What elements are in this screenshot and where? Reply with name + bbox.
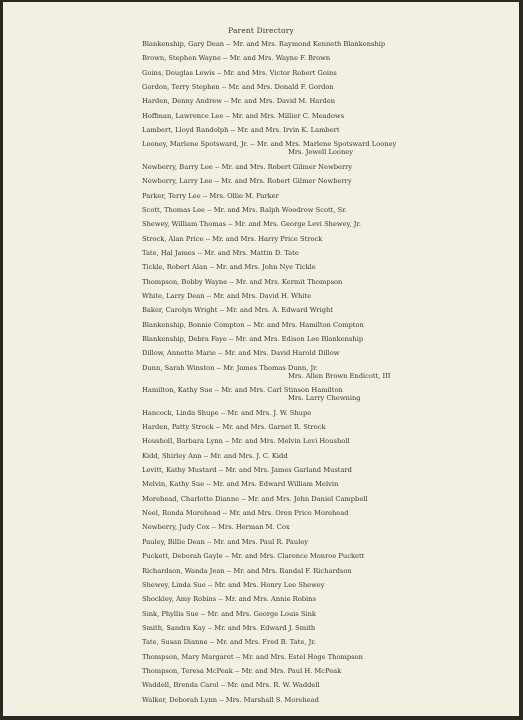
entry-line: Tate, Hal James -- Mr. and Mrs. Mattin D. Tate — [142, 248, 299, 257]
directory-entry — [142, 423, 512, 437]
entry-line: Gordon, Terry Stephen -- Mr. and Mrs. Donald F. Gordon — [142, 83, 334, 92]
entry-line: Tate, Susan Dianne -- Mr. and Mrs. Fred B. Tate, Jr. — [142, 638, 316, 647]
entry-line: Shewey, Linda Sue -- Mr. and Mrs. Henry Lee Shewey — [142, 580, 325, 589]
entry-line: Morehead, Charlotte Dianne -- Mr. and Mrs. John Daniel Campbell — [142, 494, 368, 503]
directory-entry — [142, 480, 512, 494]
directory-entry — [142, 696, 512, 710]
entry-line: Shewey, William Thomas -- Mr. and Mrs. George Levi Shewey, Jr. — [142, 220, 362, 229]
entry-line: Blankenship, Debra Faye -- Mr. and Mrs. Edison Lee Blankenship — [142, 335, 364, 344]
directory-entry — [142, 163, 512, 177]
directory-entry — [142, 192, 512, 206]
entry-line: Melvin, Kathy Sue -- Mr. and Mrs. Edward William Melvin — [142, 480, 339, 489]
directory-entry — [142, 452, 512, 466]
entry-line: Dillow, Annette Marie -- Mr. and Mrs. David Harold Dillow — [142, 349, 340, 358]
entry-line: Baker, Carolyn Wright -- Mr. and Mrs. A. Edward Wright — [142, 306, 333, 315]
directory-entry — [142, 349, 512, 363]
entry-line: Levitt, Kathy Mustard -- Mr. and Mrs. James Garland Mustard — [142, 466, 352, 475]
directory-entry — [142, 83, 512, 97]
entry-line: Pauley, Billie Dean -- Mr. and Mrs. Paul R. Pauley — [142, 537, 309, 546]
entry-line: Tickle, Robert Alan -- Mr. and Mrs. John Nye Tickle — [142, 263, 316, 272]
entry-line: Waddell, Brenda Carol -- Mr. and Mrs. R. W. Waddell — [142, 681, 320, 690]
entry-line: Looney, Marlene Spotsward, Jr. -- Mr. and Mrs. Marlene Spotsward Looney — [142, 140, 397, 149]
entry-line: Blankenship, Bonnie Compton -- Mr. and Mrs. Hamilton Compton — [142, 320, 364, 329]
directory-entry — [142, 495, 512, 509]
directory-entry — [142, 364, 512, 387]
directory-entry — [142, 523, 512, 537]
entry-line: Sink, Phyllis Sue -- Mr. and Mrs. George Louis Sink — [142, 609, 316, 618]
entry-line: Walker, Deborah Lynn -- Mrs. Marshall S. Morehead — [142, 695, 319, 704]
directory-entry — [142, 567, 512, 581]
directory-entry — [142, 177, 512, 191]
entry-line: Shockley, Amy Robins -- Mr. and Mrs. Annie Robins — [142, 595, 316, 604]
entry-line-continuation: Mrs. Jewell Looney — [288, 148, 353, 157]
entry-line: Smith, Sandra Kay -- Mr. and Mrs. Edward J. Smith — [142, 623, 316, 632]
directory-entry — [142, 306, 512, 320]
entry-line: Newberry, Barry Lee -- Mr. and Mrs. Robert Gilmer Newberry — [142, 162, 353, 171]
directory-entry — [142, 538, 512, 552]
directory-entry — [142, 263, 512, 277]
directory-entry — [142, 112, 512, 126]
directory-entry — [142, 321, 512, 335]
directory-entry — [142, 552, 512, 566]
directory-entry — [142, 581, 512, 595]
entry-line: Hancock, Linda Shupe -- Mr. and Mrs. J. W. Shupe — [142, 408, 312, 417]
directory-entry — [142, 126, 512, 140]
entry-line: Thompson, Bobby Wayne -- Mr. and Mrs. Kermit Thompson — [142, 277, 343, 286]
entry-line: Housholl, Barbara Lynn -- Mr. and Mrs. Melvin Levi Housholl — [142, 437, 350, 446]
entry-line-continuation: Mrs. Larry Chewning — [288, 394, 361, 403]
directory-entry — [142, 409, 512, 423]
entry-line: Scott, Thomas Lee -- Mr. and Mrs. Ralph Woodrow Scott, Sr. — [142, 205, 347, 214]
directory-entry — [142, 69, 512, 83]
directory-entry — [142, 206, 512, 220]
entry-line: Harden, Patty Strock -- Mr. and Mrs. Garnet R. Strock — [142, 423, 326, 432]
entry-line: Thompson, Teresa McPeak -- Mr. and Mrs. Paul H. McPeak — [142, 666, 342, 675]
directory-entry — [142, 54, 512, 68]
directory-page — [3, 2, 519, 716]
directory-entry — [142, 437, 512, 451]
entry-line: Strock, Alan Price -- Mr. and Mrs. Harry Price Strock — [142, 234, 323, 243]
entry-line: Parker, Terry Lee -- Mrs. Ollie M. Parker — [142, 191, 279, 200]
directory-entry — [142, 638, 512, 652]
entry-line: Thompson, Mary Margaret -- Mr. and Mrs. Estel Hoge Thompson — [142, 652, 363, 661]
entry-line: Lambert, Lloyd Randolph -- Mr. and Mrs. Irvin K. Lambert — [142, 126, 340, 135]
parent-directory-list — [142, 40, 512, 710]
entry-line: Goins, Douglas Lewis -- Mr. and Mrs. Victor Robert Goins — [142, 68, 337, 77]
directory-entry — [142, 653, 512, 667]
directory-entry — [142, 595, 512, 609]
entry-line: Brown, Stephen Wayne -- Mr. and Mrs. Wayne F. Brown — [142, 54, 331, 63]
directory-entry — [142, 466, 512, 480]
directory-entry — [142, 681, 512, 695]
directory-entry — [142, 386, 512, 409]
directory-entry — [142, 292, 512, 306]
directory-entry — [142, 509, 512, 523]
entry-line: Hamilton, Kathy Sue -- Mr. and Mrs. Carl Stinson Hamilton — [142, 386, 343, 395]
entry-line: Blankenship, Gary Dean -- Mr. and Mrs. Raymond Kenneth Blankenship — [142, 40, 386, 48]
directory-entry — [142, 140, 512, 163]
entry-line: Newberry, Larry Lee -- Mr. and Mrs. Robert Gilmer Newberry — [142, 177, 352, 186]
directory-entry — [142, 335, 512, 349]
entry-line: Newberry, Judy Cox -- Mrs. Herman M. Cox — [142, 523, 290, 532]
entry-line: White, Larry Dean -- Mr. and Mrs. David H. White — [142, 292, 312, 300]
directory-entry — [142, 610, 512, 624]
entry-line: Harden, Denny Andrew -- Mr. and Mrs. David M. Harden — [142, 97, 336, 106]
directory-entry — [142, 220, 512, 234]
directory-entry — [142, 249, 512, 263]
entry-line: Richardson, Wanda Jean -- Mr. and Mrs. Randal F. Richardson — [142, 566, 352, 575]
entry-line: Hoffman, Lawrence Lee -- Mr. and Mrs. Millier C. Meadows — [142, 111, 345, 120]
entry-line: Dunn, Sarah Winston -- Mr. James Thomas Dunn, Jr. — [142, 363, 318, 372]
directory-entry — [142, 624, 512, 638]
entry-line-continuation: Mrs. Allen Brown Endicott, III — [288, 371, 391, 380]
entry-line: Puckett, Deborah Gayle -- Mr. and Mrs. Clarence Monroe Puckett — [142, 552, 365, 561]
directory-entry — [142, 235, 512, 249]
entry-line: Kidd, Shirley Ann -- Mr. and Mrs. J. C. Kidd — [142, 451, 288, 460]
directory-entry — [142, 40, 512, 54]
directory-entry — [142, 667, 512, 681]
directory-entry — [142, 97, 512, 111]
directory-entry — [142, 278, 512, 292]
page-title: Parent Directory — [228, 26, 294, 35]
entry-line: Neel, Ronda Morehead -- Mr. and Mrs. Oren Price Morehead — [142, 509, 349, 518]
